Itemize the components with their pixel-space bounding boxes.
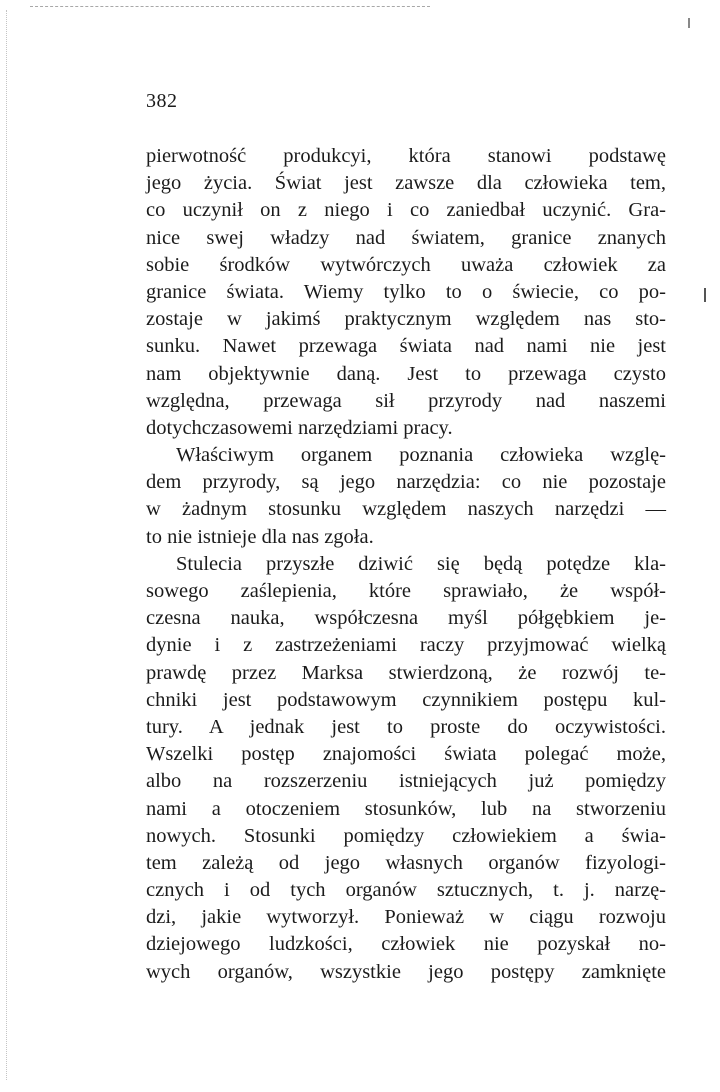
text-line: czesna nauka, współczesna myśl półgębkiem je-	[146, 607, 666, 630]
text-line: dziejowego ludzkości, człowiek nie pozyskał no-	[146, 933, 666, 956]
scan-edge-top	[30, 6, 430, 7]
text-line: tury. A jednak jest to proste do oczywistości.	[146, 715, 666, 738]
text-line: względna, przewaga sił przyrody nad naszemi	[146, 389, 666, 412]
text-line: sobie środków wytwórczych uważa człowiek za	[146, 253, 666, 276]
stray-mark-right-middle	[704, 288, 706, 302]
text-line: Wszelki postęp znajomości świata polegać może,	[146, 743, 666, 766]
text-line: dynie i z zastrzeżeniami raczy przyjmować wielką	[146, 634, 666, 657]
stray-mark-right-upper	[688, 18, 690, 28]
text-line: to nie istnieje dla nas zgoła.	[146, 525, 374, 548]
scan-edge-left	[6, 10, 7, 1080]
page-number: 382	[146, 90, 178, 112]
text-line: dem przyrody, są jego narzędzia: co nie pozostaje	[146, 471, 666, 494]
text-line: dotychczasowemi narzędziami pracy.	[146, 416, 453, 439]
body-text	[146, 143, 666, 986]
text-line: tem zależą od jego własnych organów fizyologi-	[146, 851, 666, 874]
text-line: prawdę przez Marksa stwierdzoną, że rozwój te-	[146, 661, 666, 684]
text-line: nam objektywnie daną. Jest to przewaga czysto	[146, 362, 666, 385]
text-line: w żadnym stosunku względem naszych narzędzi —	[146, 498, 666, 521]
text-line: nice swej władzy nad światem, granice znanych	[146, 226, 666, 249]
text-line: albo na rozszerzeniu istniejących już pomiędzy	[146, 770, 666, 793]
text-line: Właściwym organem poznania człowieka wzglę-	[176, 444, 666, 467]
text-line: zostaje w jakimś praktycznym względem nas sto-	[146, 308, 666, 331]
text-line: cznych i od tych organów sztucznych, t. j. narzę-	[146, 879, 666, 902]
text-line: jego życia. Świat jest zawsze dla człowieka tem,	[146, 172, 666, 195]
text-line: nowych. Stosunki pomiędzy człowiekiem a świa-	[146, 824, 666, 847]
text-line: dzi, jakie wytworzył. Ponieważ w ciągu rozwoju	[146, 906, 666, 929]
text-line: nami a otoczeniem stosunków, lub na stworzeniu	[146, 797, 666, 820]
text-line: chniki jest podstawowym czynnikiem postępu kul-	[146, 688, 666, 711]
text-line: Stulecia przyszłe dziwić się będą potędze kla-	[176, 552, 666, 575]
text-line: sunku. Nawet przewaga świata nad nami nie jest	[146, 335, 666, 358]
text-line: granice świata. Wiemy tylko to o świecie, co po-	[146, 280, 666, 303]
text-line: wych organów, wszystkie jego postępy zamknięte	[146, 960, 666, 983]
text-line: sowego zaślepienia, które sprawiało, że współ-	[146, 580, 666, 602]
text-line: co uczynił on z niego i co zaniedbał uczynić. Gra-	[146, 199, 666, 222]
text-line: pierwotność produkcyi, która stanowi podstawę	[146, 145, 666, 167]
